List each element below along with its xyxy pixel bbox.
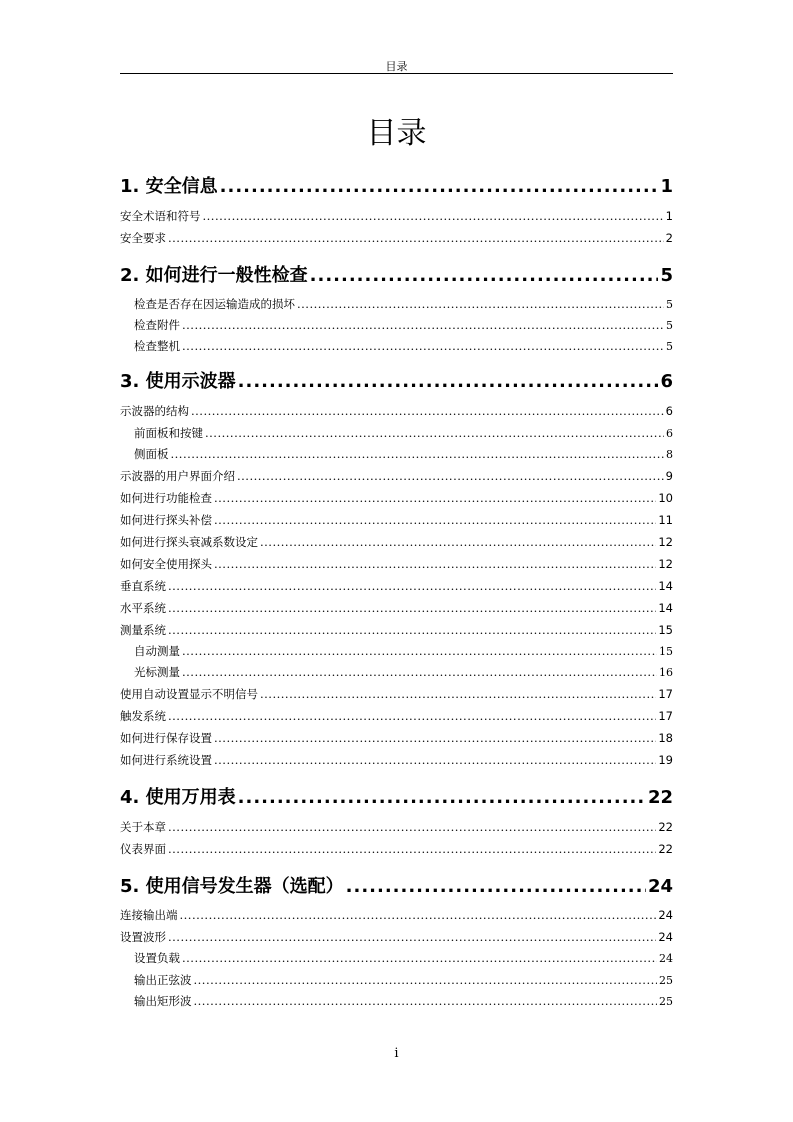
- toc-entry-page: 24: [647, 876, 673, 897]
- toc-section-entry[interactable]: [120, 468, 673, 484]
- toc-entry-label: 1. 安全信息: [120, 176, 218, 197]
- dot-leader: [182, 951, 657, 965]
- toc-subsection-entry[interactable]: [120, 643, 673, 659]
- dot-leader: [182, 644, 657, 658]
- toc-subsection-entry[interactable]: [120, 972, 673, 988]
- toc-section-entry[interactable]: [120, 534, 673, 550]
- toc-entry-page: 2: [665, 231, 673, 245]
- toc-entry-page: 22: [647, 787, 673, 808]
- dot-leader: [194, 994, 658, 1008]
- toc-entry-label: 检查是否存在因运输造成的损坏: [134, 297, 295, 311]
- toc-entry-page: 6: [660, 371, 673, 392]
- toc-entry-label: 水平系统: [120, 601, 166, 615]
- toc-entry-page: 16: [659, 666, 673, 679]
- toc-entry-label: 仪表界面: [120, 842, 166, 856]
- toc-entry-page: 5: [666, 319, 673, 332]
- toc-entry-page: 12: [658, 535, 673, 549]
- dot-leader: [220, 176, 659, 197]
- toc-entry-label: 设置波形: [120, 930, 166, 944]
- toc-section-entry[interactable]: [120, 708, 673, 724]
- toc-section-entry[interactable]: [120, 578, 673, 594]
- dot-leader: [168, 623, 656, 637]
- toc-entry-page: 14: [658, 579, 673, 593]
- page-number: i: [394, 1046, 399, 1061]
- toc-entry-label: 如何进行保存设置: [120, 731, 212, 745]
- toc-entry-label: 5. 使用信号发生器（选配）: [120, 876, 344, 897]
- toc-entry-page: 1: [660, 176, 673, 197]
- dot-leader: [297, 297, 664, 311]
- toc-entry-label: 如何进行系统设置: [120, 753, 212, 767]
- dot-leader: [214, 753, 656, 767]
- toc-chapter-entry[interactable]: [120, 172, 673, 198]
- dot-leader: [214, 557, 656, 571]
- toc-entry-page: 25: [659, 995, 673, 1008]
- dot-leader: [237, 469, 664, 483]
- toc-entry-label: 输出正弦波: [134, 973, 192, 987]
- toc-entry-page: 8: [666, 448, 673, 461]
- toc-section-entry[interactable]: [120, 819, 673, 835]
- dot-leader: [214, 491, 656, 505]
- dot-leader: [180, 908, 657, 922]
- toc-subsection-entry[interactable]: [120, 950, 673, 966]
- header-rule: [120, 73, 673, 74]
- toc-entry-page: 22: [658, 820, 673, 834]
- toc-entry-page: 22: [658, 842, 673, 856]
- dot-leader: [182, 339, 664, 353]
- toc-section-entry[interactable]: [120, 490, 673, 506]
- toc-entry-label: 安全要求: [120, 231, 166, 245]
- toc-entry-label: 2. 如何进行一般性检查: [120, 265, 308, 286]
- toc-entry-label: 设置负载: [134, 951, 180, 965]
- toc-subsection-entry[interactable]: [120, 993, 673, 1009]
- toc-entry-page: 5: [660, 265, 673, 286]
- toc-chapter-entry[interactable]: [120, 261, 673, 287]
- toc-entry-page: 17: [658, 709, 673, 723]
- toc-entry-label: 如何安全使用探头: [120, 557, 212, 571]
- toc-entry-label: 示波器的用户界面介绍: [120, 469, 235, 483]
- dot-leader: [168, 709, 656, 723]
- toc-entry-page: 18: [658, 731, 673, 745]
- toc-entry-page: 14: [658, 601, 673, 615]
- toc-entry-label: 检查整机: [134, 339, 180, 353]
- toc-chapter-entry[interactable]: [120, 872, 673, 898]
- toc-entry-page: 24: [658, 908, 673, 922]
- toc-entry-page: 17: [658, 687, 673, 701]
- dot-leader: [214, 513, 656, 527]
- toc-entry-label: 关于本章: [120, 820, 166, 834]
- toc-section-entry[interactable]: [120, 230, 673, 246]
- toc-entry-page: 24: [658, 930, 673, 944]
- toc-entry-label: 连接输出端: [120, 908, 178, 922]
- dot-leader: [168, 930, 656, 944]
- dot-leader: [182, 318, 664, 332]
- toc-entry-label: 光标测量: [134, 665, 180, 679]
- toc-entry-label: 3. 使用示波器: [120, 371, 236, 392]
- dot-leader: [260, 535, 656, 549]
- toc-section-entry[interactable]: [120, 841, 673, 857]
- dot-leader: [171, 447, 665, 461]
- page-title: 目录: [366, 116, 427, 151]
- toc-section-entry[interactable]: [120, 512, 673, 528]
- toc-entry-label: 侧面板: [134, 447, 169, 461]
- toc-section-entry[interactable]: [120, 929, 673, 945]
- dot-leader: [238, 371, 659, 392]
- toc-entry-page: 1: [665, 209, 673, 223]
- dot-leader: [310, 265, 659, 286]
- toc-entry-page: 10: [658, 491, 673, 505]
- dot-leader: [168, 820, 656, 834]
- dot-leader: [168, 579, 656, 593]
- toc-entry-label: 前面板和按键: [134, 426, 203, 440]
- toc-entry-page: 6: [666, 427, 673, 440]
- toc-entry-label: 使用自动设置显示不明信号: [120, 687, 258, 701]
- toc-entry-label: 如何进行探头补偿: [120, 513, 212, 527]
- dot-leader: [168, 601, 656, 615]
- toc-subsection-entry[interactable]: [120, 425, 673, 441]
- toc-entry-page: 19: [658, 753, 673, 767]
- toc-entry-page: 9: [665, 469, 673, 483]
- toc-entry-label: 4. 使用万用表: [120, 787, 236, 808]
- running-header: 目录: [385, 60, 408, 73]
- toc-section-entry[interactable]: [120, 600, 673, 616]
- toc-chapter-entry[interactable]: [120, 783, 673, 809]
- toc-subsection-entry[interactable]: [120, 446, 673, 462]
- toc-section-entry[interactable]: [120, 622, 673, 638]
- dot-leader: [260, 687, 656, 701]
- toc-entry-page: 15: [658, 623, 673, 637]
- dot-leader: [194, 973, 658, 987]
- dot-leader: [191, 404, 664, 418]
- toc-entry-label: 测量系统: [120, 623, 166, 637]
- dot-leader: [205, 426, 664, 440]
- toc-subsection-entry[interactable]: [120, 664, 673, 680]
- dot-leader: [182, 665, 657, 679]
- toc-section-entry[interactable]: [120, 907, 673, 923]
- toc-entry-label: 自动测量: [134, 644, 180, 658]
- toc-subsection-entry[interactable]: [120, 296, 673, 312]
- toc-entry-page: 6: [665, 404, 673, 418]
- toc-entry-label: 如何进行探头衰减系数设定: [120, 535, 258, 549]
- dot-leader: [238, 787, 646, 808]
- toc-entry-page: 15: [659, 645, 673, 658]
- toc-entry-label: 垂直系统: [120, 579, 166, 593]
- toc-entry-page: 5: [666, 340, 673, 353]
- toc-entry-page: 25: [659, 974, 673, 987]
- toc-entry-label: 如何进行功能检查: [120, 491, 212, 505]
- toc-section-entry[interactable]: [120, 556, 673, 572]
- toc-entry-label: 示波器的结构: [120, 404, 189, 418]
- toc-section-entry[interactable]: [120, 686, 673, 702]
- toc-section-entry[interactable]: [120, 730, 673, 746]
- dot-leader: [203, 209, 664, 223]
- toc-entry-page: 24: [659, 952, 673, 965]
- dot-leader: [168, 231, 664, 245]
- toc-subsection-entry[interactable]: [120, 317, 673, 333]
- toc-section-entry[interactable]: [120, 208, 673, 224]
- dot-leader: [214, 731, 656, 745]
- toc-entry-label: 检查附件: [134, 318, 180, 332]
- toc-section-entry[interactable]: [120, 403, 673, 419]
- toc-entry-label: 输出矩形波: [134, 994, 192, 1008]
- toc-entry-page: 11: [658, 513, 673, 527]
- dot-leader: [346, 876, 646, 897]
- toc-subsection-entry[interactable]: [120, 338, 673, 354]
- toc-entry-label: 触发系统: [120, 709, 166, 723]
- toc-section-entry[interactable]: [120, 752, 673, 768]
- toc-entry-page: 5: [666, 298, 673, 311]
- toc-chapter-entry[interactable]: [120, 367, 673, 393]
- toc-entry-page: 12: [658, 557, 673, 571]
- dot-leader: [168, 842, 656, 856]
- toc-entry-label: 安全术语和符号: [120, 209, 201, 223]
